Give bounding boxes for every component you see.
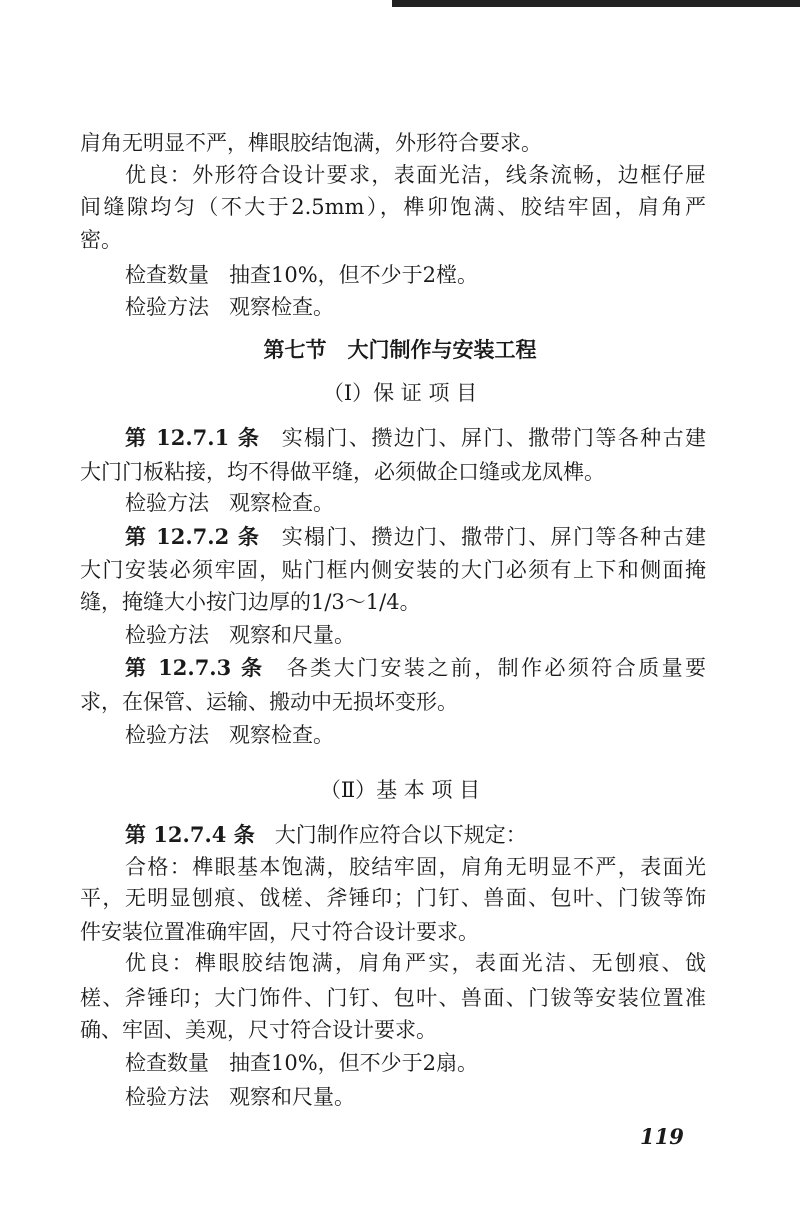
- paragraph-line: 优良：榫眼胶结饱满，肩角严实，表面光洁、无刨痕、戗: [125, 951, 706, 975]
- subsection-title: （Ⅱ）基 本 项 目: [319, 778, 481, 802]
- paragraph-line: 间缝隙均匀（不大于2.5mm），榫卯饱满、胶结牢固，肩角严: [80, 195, 706, 219]
- page-number: 119: [640, 1124, 684, 1149]
- value: 观察检查。: [229, 295, 334, 319]
- paragraph-line: 优良：外形符合设计要求，表面光洁，线条流畅，边框仔屉: [125, 163, 706, 187]
- article-text: 实榻门、攒边门、撒带门、屏门等各种古建: [280, 525, 706, 549]
- value: 抽查10%，但不少于2扇。: [229, 1051, 479, 1075]
- paragraph-line: 肩角无明显不严，榫眼胶结饱满，外形符合要求。: [80, 131, 542, 155]
- value: 观察检查。: [229, 491, 334, 515]
- section-title: 第七节 大门制作与安装工程: [263, 337, 537, 362]
- scan-edge-bar: [392, 0, 800, 7]
- article-line: [125, 424, 706, 452]
- paragraph-line: 槎、斧锤印；大门饰件、门钉、包叶、兽面、门钹等安装位置准: [80, 986, 706, 1010]
- inspection-method-line: [125, 489, 334, 517]
- article-text: 各类大门安装之前，制作必须符合质量要: [284, 656, 706, 680]
- paragraph-line: 大门安装必须牢固，贴门框内侧安装的大门必须有上下和侧面掩: [80, 558, 706, 582]
- paragraph-line: 合格：榫眼基本饱满，胶结牢固，肩角无明显不严，表面光: [125, 855, 706, 879]
- paragraph-line: 平，无明显刨痕、戗槎、斧锤印；门钉、兽面、包叶、门钹等饰: [80, 886, 706, 910]
- article-text: 大门制作应符合以下规定：: [274, 823, 527, 847]
- label: 检验方法: [125, 491, 209, 515]
- paragraph-line: 确、牢固、美观，尺寸符合设计要求。: [80, 1018, 437, 1042]
- paragraph-line: 缝，掩缝大小按门边厚的1/3～1/4。: [80, 590, 421, 614]
- label: 检验方法: [125, 1085, 209, 1109]
- article-number: 第 12.7.1 条: [125, 425, 261, 450]
- article-text: 实榻门、攒边门、屏门、撒带门等各种古建: [280, 426, 706, 450]
- inspection-method-line: [125, 293, 334, 321]
- value: 抽查10%，但不少于2樘。: [229, 263, 479, 287]
- inspection-method-line: [125, 621, 355, 649]
- paragraph-line: 密。: [80, 228, 122, 252]
- value: 观察和尺量。: [229, 1085, 355, 1109]
- article-number: 第 12.7.2 条: [125, 524, 261, 549]
- article-line: [125, 821, 527, 849]
- article-number: 第 12.7.3 条: [125, 655, 265, 680]
- inspection-method-line: [125, 721, 334, 749]
- paragraph-line: 件安装位置准确牢固，尺寸符合设计要求。: [80, 920, 479, 944]
- article-number: 第 12.7.4 条: [125, 822, 255, 847]
- subsection-title: （Ⅰ）保 证 项 目: [322, 381, 478, 405]
- article-line: [125, 654, 706, 682]
- check-quantity-line: [125, 261, 478, 289]
- article-line: [125, 523, 706, 551]
- label: 检验方法: [125, 295, 209, 319]
- check-quantity-line: [125, 1049, 478, 1077]
- paragraph-line: 大门门板粘接，均不得做平缝，必须做企口缝或龙凤榫。: [80, 460, 605, 484]
- label: 检验方法: [125, 723, 209, 747]
- inspection-method-line: [125, 1083, 355, 1111]
- label: 检验方法: [125, 623, 209, 647]
- label: 检查数量: [125, 1051, 209, 1075]
- label: 检查数量: [125, 263, 209, 287]
- paragraph-line: 求，在保管、运输、搬动中无损坏变形。: [80, 690, 458, 714]
- value: 观察和尺量。: [229, 623, 355, 647]
- value: 观察检查。: [229, 723, 334, 747]
